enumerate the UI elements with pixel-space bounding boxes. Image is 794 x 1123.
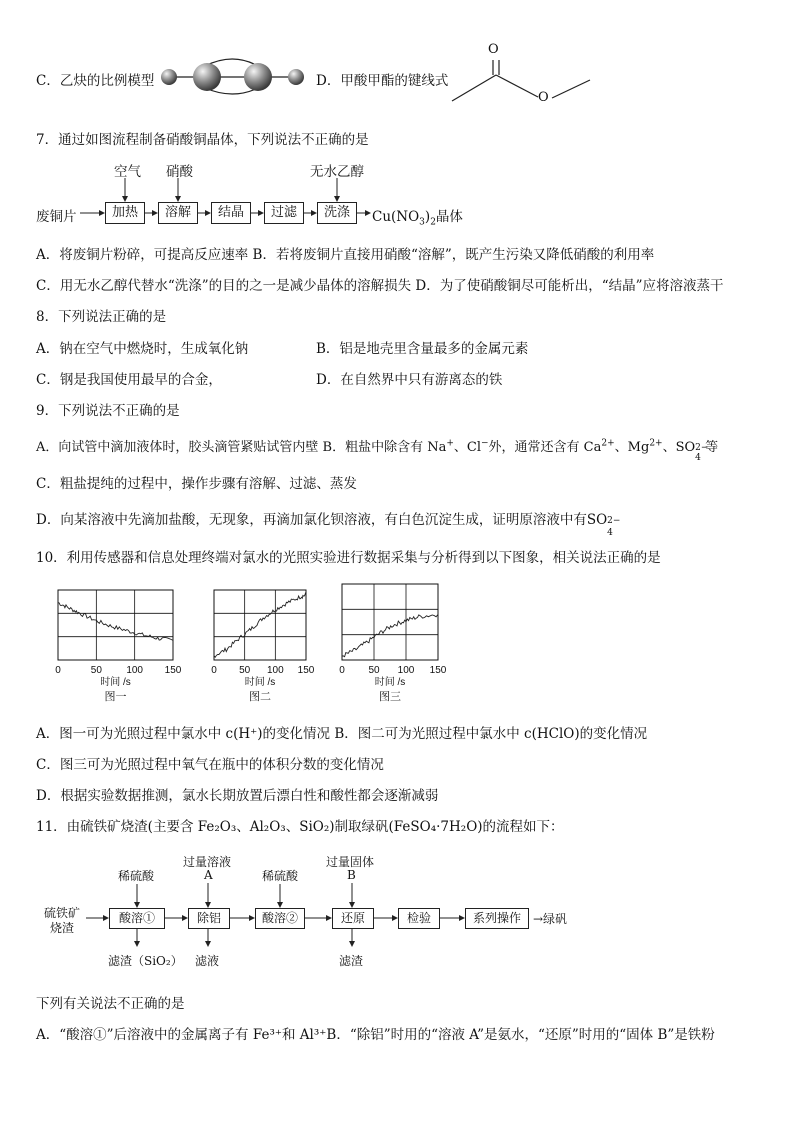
q11-in1: 稀硫酸 <box>118 869 155 883</box>
chart-caption: 图一 <box>104 690 127 703</box>
x-tick-label: 100 <box>266 665 284 676</box>
acetylene-model <box>161 59 304 94</box>
q11-in2b: A <box>204 868 213 882</box>
ester-o: O <box>538 90 549 105</box>
q10-stem: 10．利用传感器和信息处理终端对氯水的光照实验进行数据采集与分析得到以下图象，相关说法正确的是 <box>36 550 661 566</box>
chart-frame <box>58 590 173 660</box>
q7-step-heat: 加热 <box>105 202 145 224</box>
x-axis-label: 时间 /s <box>244 677 276 688</box>
q7-stem: 7．通过如图流程制备硝酸铜晶体，下列说法不正确的是 <box>36 132 369 148</box>
x-tick-label: 100 <box>126 665 144 676</box>
x-tick-label: 150 <box>297 665 315 676</box>
q10-options-ab: A．图一可为光照过程中氯水中 c(H⁺)的变化情况 B．图二可为光照过程中氯水中 c(HClO)的变化情况 <box>36 726 648 742</box>
q11-options-ab: A．“酸溶①”后溶液中的金属离子有 Fe³⁺和 Al³⁺B．“除铝”时用的“溶液 A”是氨水，“还原”时用的“固体 B”是铁粉 <box>36 1027 715 1043</box>
q7-input-nitric: 硝酸 <box>166 164 193 180</box>
q9-options-ab: A．向试管中滴加液体时，胶头滴管紧贴试管内壁 B．粗盐中除含有 Na+、Cl−外，通常还含有 $Ca^{2+}$、$Mg^{2+}$、SO 2− 4 等 <box>36 438 719 463</box>
q7-options-ab: A．将废铜片粉碎，可提高反应速率 B．若将废铜片直接用硝酸“溶解”，既产生污染又降低硝酸的利用率 <box>36 247 655 263</box>
x-tick-label: 150 <box>429 665 447 676</box>
q8-option-b: B．铝是地壳里含量最多的金属元素 <box>316 341 529 357</box>
x-tick-label: 0 <box>211 665 217 676</box>
q8-option-d: D．在自然界中只有游离态的铁 <box>316 372 503 388</box>
q10-option-d: D．根据实验数据推测，氯水长期放置后漂白性和酸性都会逐渐减弱 <box>36 788 439 804</box>
q11-in2a: 过量溶液 <box>183 855 232 869</box>
series-line <box>214 593 306 657</box>
x-tick-label: 150 <box>164 665 182 676</box>
q6-option-c: C．乙炔的比例模型 <box>36 73 155 89</box>
q11-step-acid2: 酸溶② <box>255 908 305 929</box>
q7-start: 废铜片 <box>36 209 77 225</box>
q11-step-reduce: 还原 <box>332 908 374 929</box>
q10-option-c: C．图三可为光照过程中氧气在瓶中的体积分数的变化情况 <box>36 757 384 773</box>
chart-frame <box>214 590 306 660</box>
q9-option-d: D．向某溶液中先滴加盐酸，无现象，再滴加氯化钡溶液，有白色沉淀生成，证明原溶液中有SO 2− 4 <box>36 512 621 538</box>
q11-step-acid1: 酸溶① <box>109 908 165 929</box>
q7-product: $Cu(NO_3)_2$晶体 <box>372 209 463 228</box>
series-line <box>342 614 438 656</box>
q11-stem: 11．由硫铁矿烧渣(主要含 Fe₂O₃、Al₂O₃、SiO₂)制取绿矾(FeSO₄·7H₂O)的流程如下： <box>36 819 564 835</box>
q11-out1: 滤渣（SiO₂） <box>108 954 183 968</box>
chart-caption: 图三 <box>379 690 401 703</box>
x-tick-label: 50 <box>90 665 102 676</box>
q9-stem: 9．下列说法不正确的是 <box>36 403 180 419</box>
x-tick-label: 50 <box>368 665 380 676</box>
q6-option-d: D．甲酸甲酯的键线式 <box>316 73 449 89</box>
x-tick-label: 100 <box>397 665 415 676</box>
q11-step-test: 检验 <box>398 908 440 929</box>
q8-stem: 8．下列说法正确的是 <box>36 309 167 325</box>
q7-step-wash: 洗涤 <box>317 202 357 224</box>
x-tick-label: 0 <box>55 665 61 676</box>
skeletal-formula <box>452 60 590 101</box>
q11-step-al-removal: 除铝 <box>188 908 230 929</box>
q11-out4: 滤渣 <box>339 954 364 968</box>
q11-lead: 下列有关说法不正确的是 <box>36 996 185 1012</box>
q7-step-dissolve: 溶解 <box>158 202 198 224</box>
q11-start1: 硫铁矿 <box>44 906 81 920</box>
q7-step-filter: 过滤 <box>264 202 304 224</box>
q11-step-series: 系列操作 <box>465 908 529 929</box>
q7-input-air: 空气 <box>114 164 141 180</box>
x-axis-label: 时间 /s <box>374 677 406 688</box>
x-tick-label: 0 <box>339 665 345 676</box>
chart-frame <box>342 584 438 660</box>
q11-start2: 烧渣 <box>50 921 75 935</box>
q7-options-cd: C．用无水乙醇代替水“洗涤”的目的之一是减少晶体的溶解损失 D．为了使硝酸铜尽可能析出，“结晶”应将溶液蒸干 <box>36 278 724 294</box>
x-axis-label: 时间 /s <box>100 677 131 688</box>
chart-caption: 图二 <box>249 690 271 703</box>
q8-option-a: A．钠在空气中燃烧时，生成氧化钠 <box>36 341 249 357</box>
q11-in3: 稀硫酸 <box>262 869 299 883</box>
q11-out2: 滤液 <box>195 954 220 968</box>
x-tick-label: 50 <box>239 665 251 676</box>
q7-step-crystallize: 结晶 <box>211 202 251 224</box>
q11-in4b: B <box>347 868 356 882</box>
carbonyl-o: O <box>488 42 499 57</box>
series-line <box>58 603 173 641</box>
q9-option-c: C．粗盐提纯的过程中，操作步骤有溶解、过滤、蒸发 <box>36 476 357 492</box>
q7-input-ethanol: 无水乙醇 <box>310 164 364 180</box>
q8-option-c: C．钢是我国使用最早的合金， <box>36 372 222 388</box>
q11-end: →绿矾 <box>533 912 568 926</box>
q11-in4a: 过量固体 <box>326 855 375 869</box>
